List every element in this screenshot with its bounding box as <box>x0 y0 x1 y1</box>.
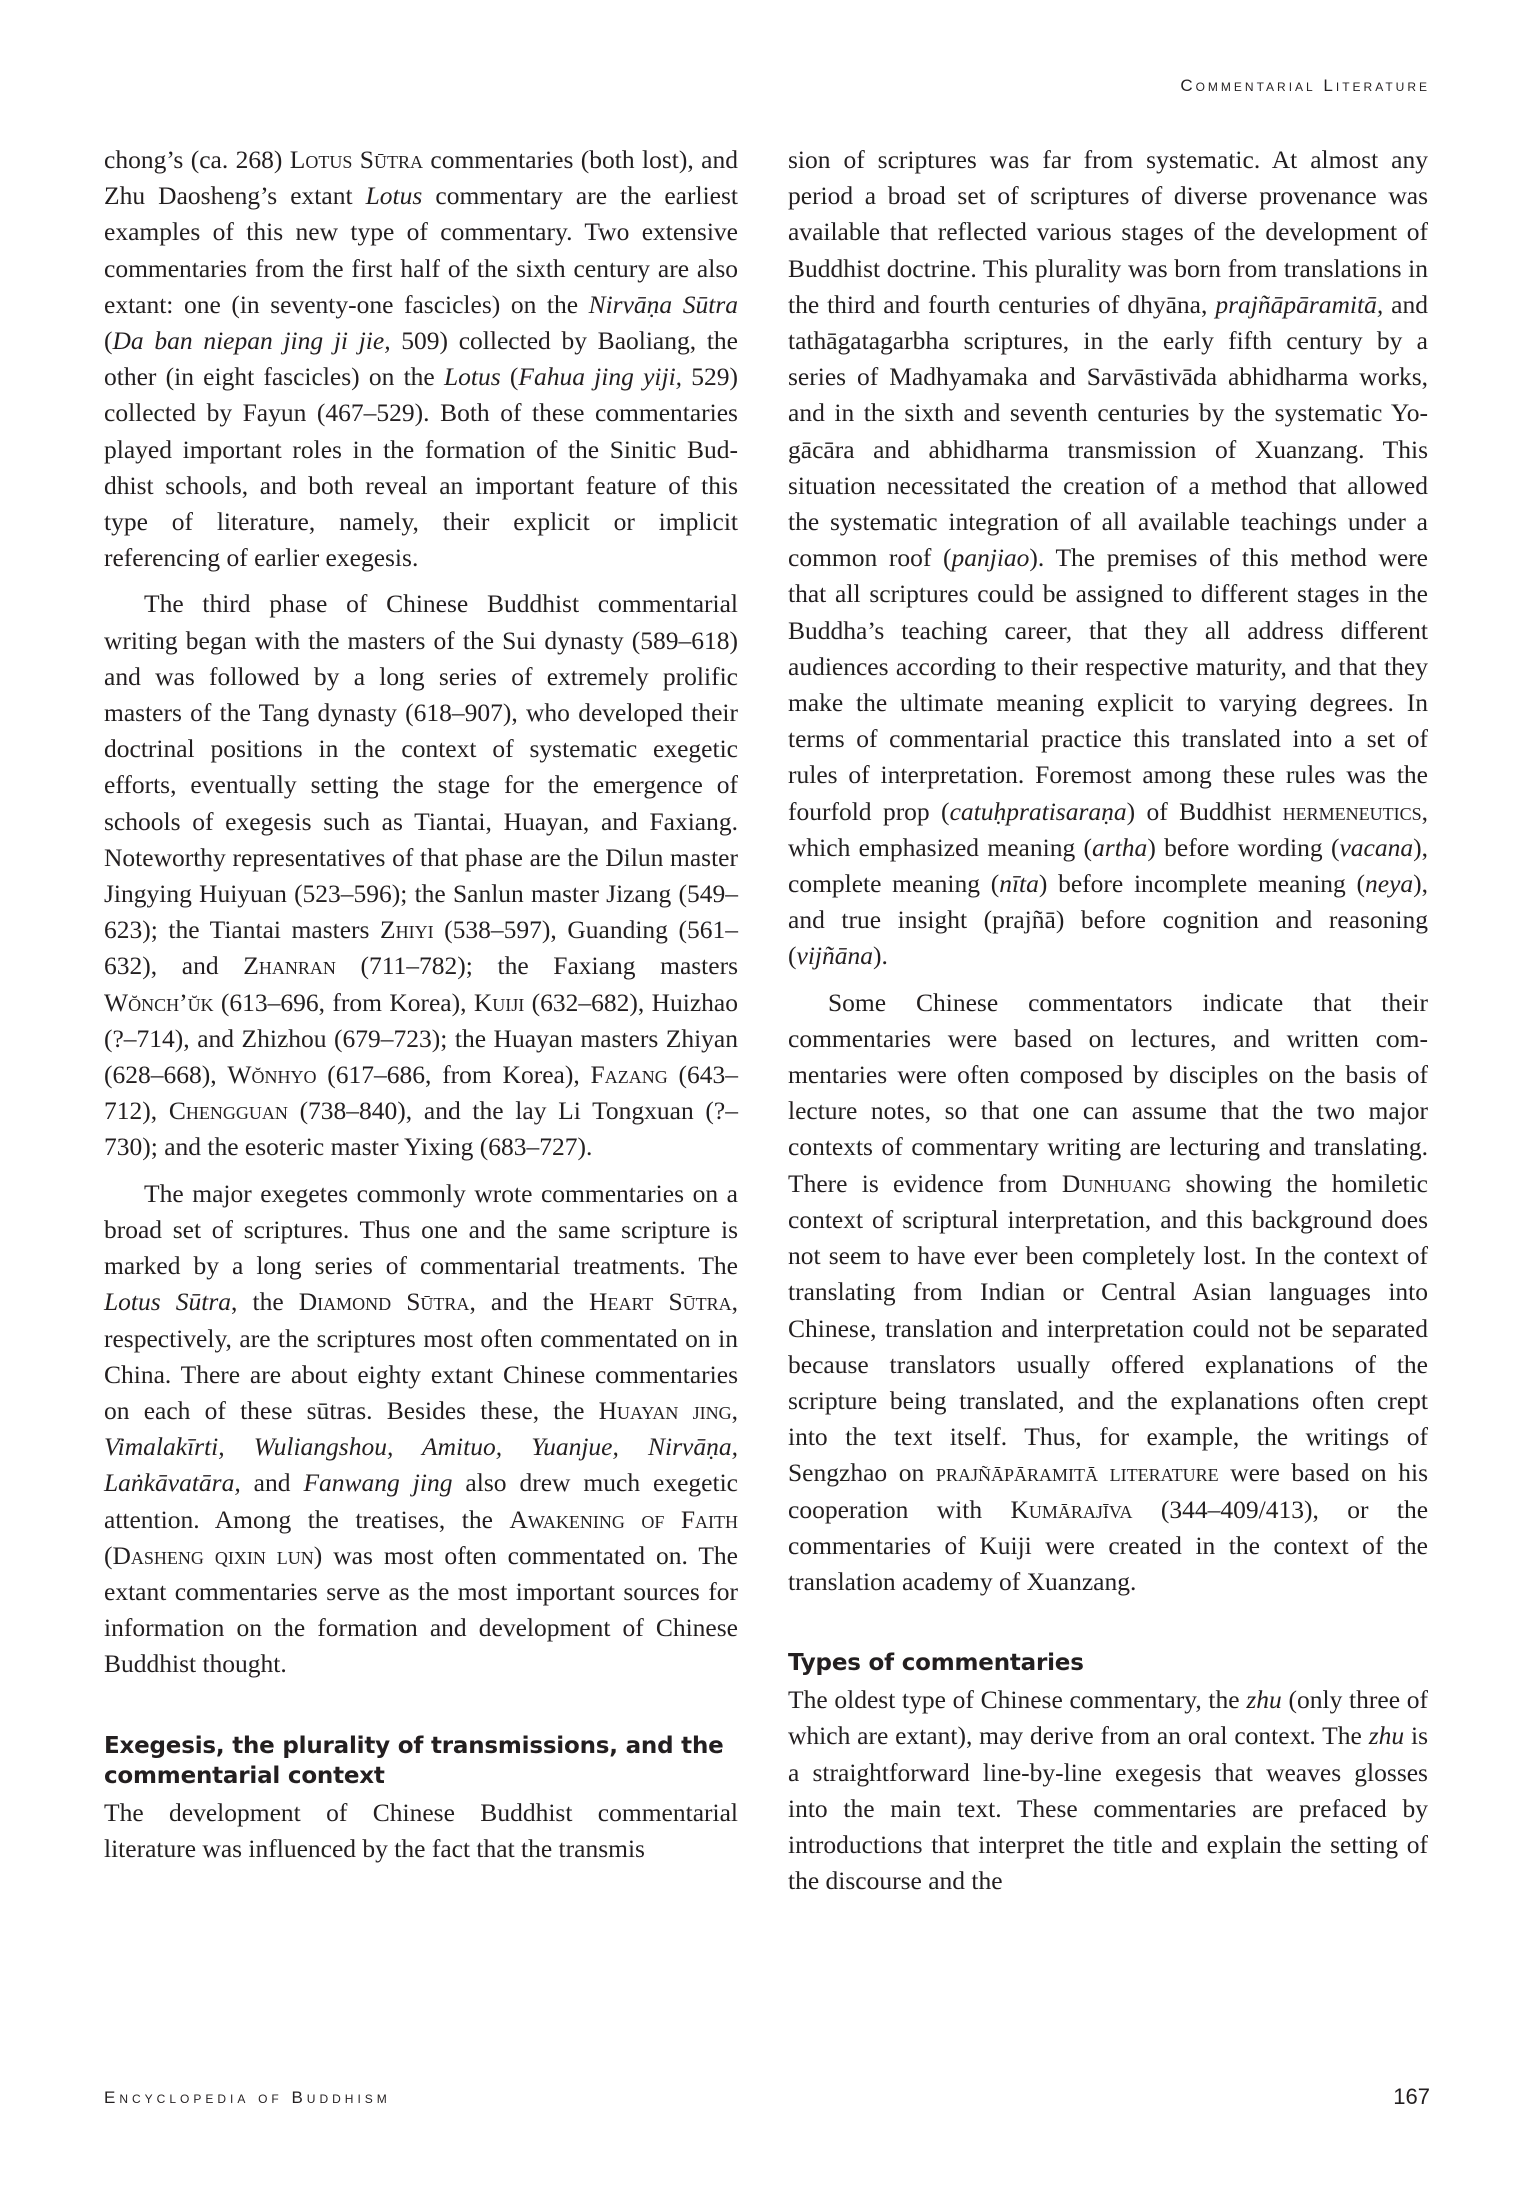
footer-book-title: Encyclopedia of Buddhism <box>104 2088 391 2107</box>
text-run: commentaries (both lost), and Zhu Daosheng’s extant <box>104 145 738 211</box>
italic-term: Vimalakīrti, Wuliangshou, Amituo, Yuanjue, Nirvāṇa, Laṅkāvatāra, <box>104 1432 738 1498</box>
italic-term: Nirvāṇa Sūtra <box>588 289 738 319</box>
italic-term: catuḥpratisaraṇa <box>949 796 1127 826</box>
italic-term: vacana <box>1339 832 1414 862</box>
text-run: , the <box>231 1287 299 1317</box>
text-run: chong’s (ca. 268) <box>104 145 290 174</box>
cross-reference: hermeneutics <box>1282 796 1422 826</box>
text-run: ). The premises of this method were that all scriptures could be assigned to different stages in the Buddha’s teaching career, that they all address different audiences according to their respective maturity, and that they make the ultimate meaning explicit to varying degrees. In terms of commentarial practice this translated into a set of rules of interpretation. Foremost among these rules was the fourfold prop ( <box>788 543 1429 826</box>
text-run: ( <box>500 362 519 392</box>
text-run: were based on his cooperation with <box>788 1458 1428 1524</box>
text-run: also drew much exegetic attention. Among the treatises, the <box>104 1468 738 1534</box>
text-run: (344–409/413), or the commentaries of Kuiji were created in the context of the translation academy of Xuanzang. <box>788 1494 1429 1596</box>
text-run: The third phase of Chinese Buddhist commentarial writing began with the masters of the Sui dynasty (589–618) and was followed by a long series of extremely prolific masters of the Tang dynasty (618–907), who developed their doctrinal positions in the context of systematic exegetic efforts, eventually setting the stage for the emergence of schools of exegesis such as Tiantai, Huayan, and Faxiang. Noteworthy representatives of that phase are the Dilun master Jingying Huiyuan (523–596); the Sanlun master Jizang (549–623); the Tiantai masters <box>104 589 738 945</box>
italic-term: Lotus <box>365 181 423 211</box>
cross-reference: Awakening of Faith <box>509 1504 738 1534</box>
left-column <box>104 142 738 1867</box>
text-run: ). <box>873 941 888 971</box>
cross-reference: Heart Sūtra <box>589 1287 732 1317</box>
text-run: The major exegetes commonly wrote commentaries on a broad set of scriptures. Thus one and the same scripture is marked by a long series of commentarial treatments. The <box>104 1178 738 1281</box>
text-run: is a straightforward line-by-line exegesis that weaves glosses into the main text. These commentaries are prefaced by introductions that interpret the title and explain the setting of the discourse and the <box>788 1721 1428 1896</box>
cross-reference: Chengguan <box>168 1096 288 1126</box>
text-run: ) before wording ( <box>1147 832 1340 862</box>
text-run: (711–782); the Faxiang masters <box>335 951 739 981</box>
italic-term: Fahua jing yiji, <box>518 362 683 392</box>
italic-term: artha <box>1092 832 1148 862</box>
cross-reference: Lotus Sūtra <box>289 145 423 174</box>
paragraph <box>788 985 1428 1600</box>
cross-reference: Wŏnhyo <box>227 1060 317 1090</box>
cross-reference: Kuiji <box>473 987 525 1017</box>
text-run: and <box>240 1468 304 1498</box>
italic-term: zhu <box>1368 1721 1405 1751</box>
paragraph <box>104 586 738 1165</box>
paragraph <box>104 1176 738 1683</box>
text-run: showing the homiletic context of scriptural interpretation, and this background does not seem to have ever been completely lost. In the context of translating from Indian or Central Asian languages into Chinese, translation and interpretation could not be separated because translators usually offered explanations of the scripture being translated, and the explanations often crept into the text itself. Thus, for example, the writings of Sengzhao on <box>788 1168 1428 1488</box>
text-run: ), complete meaning ( <box>788 832 1428 899</box>
text-run: (632–682), Huizhao (?–714), and Zhizhou (679–723); the Huayan masters Zhiyan (628–668), <box>104 987 738 1090</box>
italic-term: Da ban niepan jing ji jie, <box>112 326 391 356</box>
text-run: sion of scriptures was far from systematic. At almost any period a broad set of scriptures of diverse provenance was available that reflected various stages of the development of Buddhist doctrine. This plurality was born from translations in the third and fourth centuries of dhyāna, <box>788 145 1428 319</box>
cross-reference: Kumārajīva <box>1010 1494 1133 1524</box>
cross-reference: Dunhuang <box>1061 1168 1172 1198</box>
text-run: ( <box>104 326 113 356</box>
text-run: (738–840), and the lay Li Tongxuan (?–730); and the esoteric master Yixing (683–727). <box>104 1096 738 1162</box>
text-run: 509) collected by Baoliang, the other (in eight fascicles) on the <box>104 326 738 392</box>
cross-reference: Zhiyi <box>380 915 434 945</box>
paragraph <box>104 142 738 576</box>
text-run: (538–597), Guanding (561–632), and <box>104 915 738 981</box>
page-number: 167 <box>1393 2084 1430 2109</box>
text-run: , and the <box>469 1287 590 1317</box>
cross-reference: Huayan jing <box>598 1395 732 1425</box>
italic-term: zhu <box>1246 1685 1282 1715</box>
italic-term: neya <box>1365 869 1414 899</box>
text-run: (643–712), <box>104 1060 738 1126</box>
text-run: , <box>731 1395 738 1425</box>
cross-reference: Diamond Sūtra <box>298 1287 470 1317</box>
right-column <box>788 142 1428 1899</box>
paragraph <box>788 142 1428 975</box>
text-run: ( <box>104 1540 113 1570</box>
cross-reference: prajñāpāramitā literature <box>935 1458 1219 1488</box>
section-heading: Exegesis, the plurality of transmissions, and the commentarial context <box>104 1732 724 1789</box>
italic-term: Fanwang jing <box>303 1468 453 1498</box>
text-run: The oldest type of Chinese commentary, the <box>788 1685 1247 1715</box>
text-run: The development of Chinese Buddhist commentarial literature was influenced by the fact that the transmis <box>104 1797 738 1863</box>
running-head: Commentarial Literature <box>1180 76 1430 95</box>
text-run: ) of Buddhist <box>1126 796 1283 826</box>
text-run: (only three of which are extant), may derive from an oral context. The <box>788 1685 1428 1751</box>
text-run: 529) collected by Fayun (467–529). Both of these commentaries played important roles in the formation of the Sinitic Buddhist schools, and both reveal an important feature of this type of literature, namely, their explicit or implicit referencing of earlier exegesis. <box>104 362 738 573</box>
text-run: , which emphasized meaning ( <box>788 796 1429 862</box>
text-run: (617–686, from Korea), <box>316 1060 591 1090</box>
italic-term: vijñāna <box>796 941 873 971</box>
text-run: (613–696, from Korea), <box>213 987 474 1017</box>
text-run: and tathāgatagarbha scriptures, in the early fifth century by a series of Madhyamaka and Sarvāstivāda abhidharma works, and in the sixth and seventh centuries by the systematic Yogācāra and abhidharma transmission of Xuanzang. This situation necessitated the creation of a method that allowed the systematic integration of all available teachings under a common roof ( <box>788 289 1428 573</box>
text-run: ), and true insight (prajñā) before cognition and reasoning ( <box>788 869 1429 971</box>
text-run: Some Chinese commentators indicate that their commentaries were based on lectures, and written commentaries were often composed by disciples on the basis of lecture notes, so that one can assume that the two major contexts of commentary writing are lecturing and translating. There is evidence from <box>788 987 1428 1198</box>
text-run: ) before incomplete meaning ( <box>1038 869 1365 899</box>
section-heading: Types of commentaries <box>788 1650 1084 1677</box>
text-run: ) was most often commentated on. The extant commentaries serve as the most important sources for information on the formation and development of Chinese Buddhist thought. <box>104 1540 738 1679</box>
cross-reference: Dasheng qixin lun <box>112 1540 314 1570</box>
cross-reference: Wŏnch’ŭk <box>104 987 214 1017</box>
paragraph <box>788 1682 1428 1899</box>
cross-reference: Zhanran <box>243 951 336 981</box>
italic-term: Lotus <box>443 362 501 392</box>
italic-term: nīta <box>999 869 1039 899</box>
cross-reference: Fazang <box>590 1060 668 1090</box>
text-run: commentary are the earliest examples of this new type of commentary. Two extensive commentaries from the first half of the sixth century are also extant: one (in seventy-one fascicles) on the <box>104 181 738 319</box>
text-run: , respectively, are the scriptures most often commentated on in China. There are about eighty extant Chinese commentaries on each of these sūtras. Besides these, the <box>104 1287 739 1425</box>
italic-term: prajñāpāramitā, <box>1215 289 1384 319</box>
paragraph <box>104 1795 738 1867</box>
italic-term: panjiao <box>951 543 1030 573</box>
italic-term: Lotus Sūtra <box>104 1287 232 1317</box>
